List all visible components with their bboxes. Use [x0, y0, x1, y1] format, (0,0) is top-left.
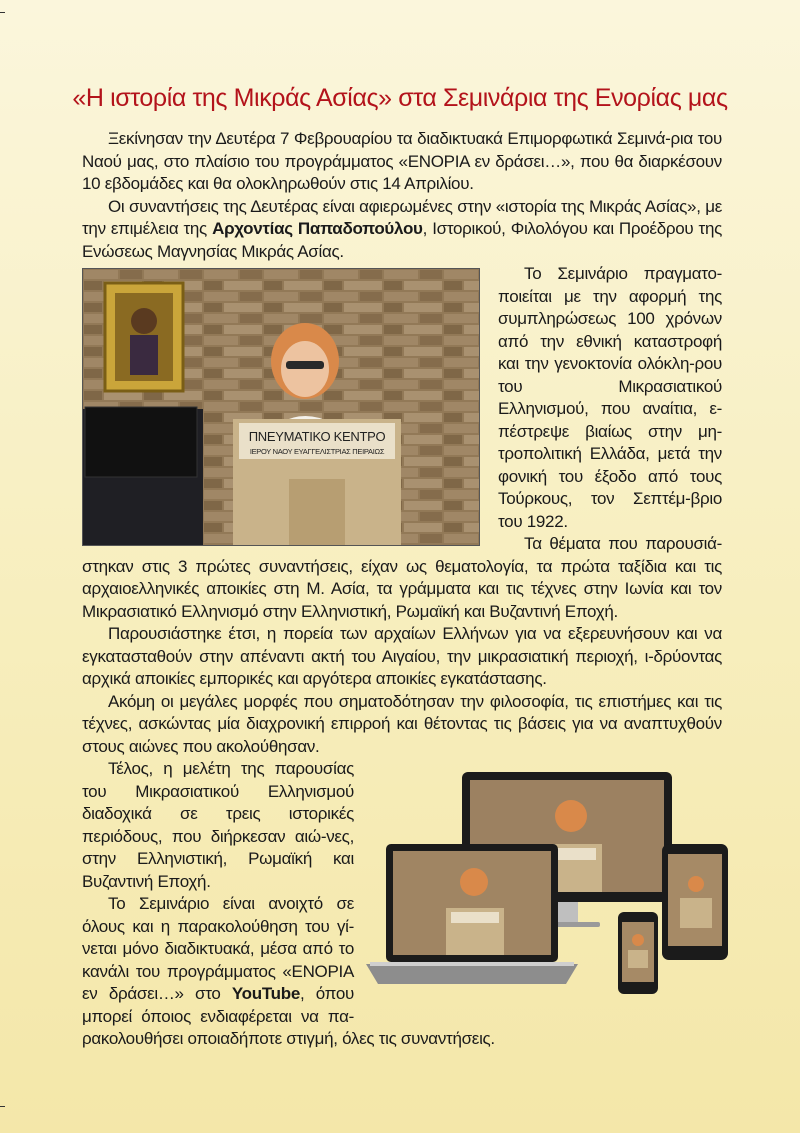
- crop-mark: [0, 12, 5, 13]
- speaker-photo-illustration: [83, 269, 479, 545]
- devices-illustration: [366, 772, 728, 1009]
- paragraph-figures: Ακόμη οι μεγάλες μορφές που σηματοδότησαν την φιλοσοφία, τις επιστήμες και τις τέχνες, ασκώντας μία διαχρονική επιρροή και θέτοντας τις βάσεις για να αναπτυχθούν στους αιώνες που ακολούθησαν.: [82, 691, 722, 756]
- paragraph-topics: Τα θέματα που παρουσιά-στηκαν στις 3 πρώτες συναντήσεις, είχαν ως θεματολογία, τα πρώτα ταξίδια και τις αρχαιοελληνικές αποικίες στη Μ. Ασία, τα γράμματα και τις τέχνες στην Ιωνία και τον Μικρασιατικό Ελληνισμό στην Ελληνιστική, Ρωμαϊκή και Βυζαντινή Εποχή.: [82, 534, 722, 621]
- podium-title: ΠΝΕΥΜΑΤΙΚΟ ΚΕΝΤΡΟ: [248, 429, 386, 444]
- article-body: [82, 128, 722, 1051]
- youtube-link[interactable]: YouTube: [231, 984, 300, 1003]
- paragraph-periods: Τέλος, η μελέτη της παρουσίας του Μικρασιατικού Ελληνισμού διαδοχικά σε τρεις ιστορικές περιόδους, που διήρκεσαν αιώ-νες, στην Ελληνιστική, Ρωμαϊκή και Βυζαντινή Εποχή.: [82, 759, 354, 891]
- screens-graphic: [366, 772, 728, 1009]
- paragraph-open: Το Σεμινάριο είναι ανοιχτό σε όλους και η παρακολούθηση του γί-νεται μόνο διαδικτυακά, μέσα από το κανάλι του προγράμματος «ΕΝΟΡΙΑ εν δράσει…» στο YouTube, όπου μπορεί όποιος ενδιαφέρεται να πα-ρακολουθήσει οποιαδήποτε στιγμή, όλες τις συναντήσεις.: [82, 894, 495, 1048]
- paragraph-anniversary: Το Σεμινάριο πραγματο-ποιείται με την αφορμή της συμπληρώσεως 100 χρόνων από την εθνική καταστροφή και την γενοκτονία ολόκλη-ρου του Μικρασιατικού Ελληνισμού, που αναίτια, ε-πέστρεψε βιαίως στην μη-τροπολιτική Ελλάδα, μετά την φονική του έξοδο από τους Τούρκους, τον Σεπτέμ-βριο του 1922.: [498, 264, 722, 531]
- paragraph-intro: Ξεκίνησαν την Δευτέρα 7 Φεβρουαρίου τα διαδικτυακά Επιμορφωτικά Σεμινά-ρια του Ναού μας, στο πλαίσιο του προγράμματος «ΕΝΟΡΙΑ εν δράσει…», που θα διαρκέσουν 10 εβδομάδες και θα ολοκληρωθούν στις 14 Απριλίου.: [82, 129, 722, 193]
- paragraph-colonies: Παρουσιάστηκε έτσι, η πορεία των αρχαίων Ελλήνων για να εξερευνήσουν και να εγκατασταθούν στην απέναντι ακτή του Αιγαίου, την μικρασιατική περιοχή, ι-δρύοντας αρχικά αποικίες εμπορικές και αργότερα αποικίες εγκατάστασης.: [82, 624, 722, 688]
- article-title: «Η ιστορία της Μικράς Ασίας» στα Σεμινάρια της Ενορίας μας: [72, 84, 728, 112]
- seminar-photo: [82, 268, 480, 546]
- author-name: Αρχοντίας Παπαδοπούλου: [212, 219, 423, 238]
- crop-mark: [0, 1106, 5, 1107]
- paragraph-meetings: Οι συναντήσεις της Δευτέρας είναι αφιερωμένες στην «ιστορία της Μικράς Ασίας», με την επιμέλεια της Αρχοντίας Παπαδοπούλου, Ιστορικού, Φιλολόγου και Προέδρου της Ενώσεως Μαγνησίας Μικράς Ασίας.: [82, 196, 722, 261]
- podium-subtitle: ΙΕΡΟΥ ΝΑΟΥ ΕΥΑΓΓΕΛΙΣΤΡΙΑΣ ΠΕΙΡΑΙΩΣ: [249, 447, 385, 456]
